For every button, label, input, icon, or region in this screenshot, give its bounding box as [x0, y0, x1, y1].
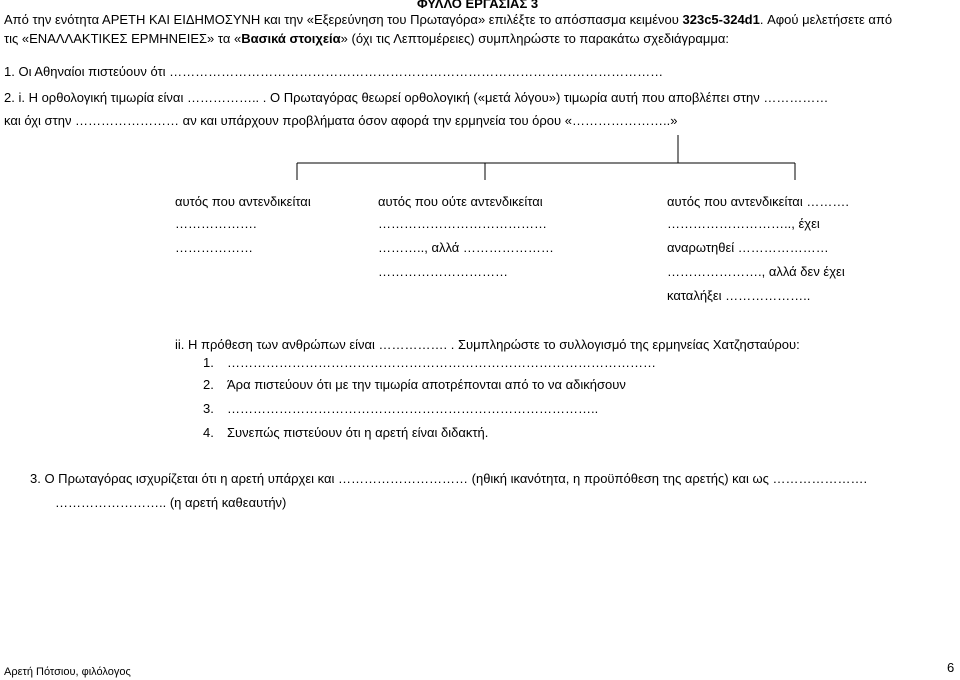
worksheet-title: ΦΥΛΛΟ ΕΡΓΑΣΙΑΣ 3: [417, 0, 539, 11]
diagram-col3-heading: αυτός που αντενδικείται ……….: [667, 194, 849, 209]
syllogism-num: 2.: [203, 377, 214, 392]
question-2-line-1: 2. i. Η ορθολογική τιμωρία είναι …………….. . Ο Πρωταγόρας θεωρεί ορθολογική («μετά λόγου») τιμωρία αυτή που αποβλέπει στην ……………: [4, 90, 829, 105]
diagram-col2-heading: αυτός που ούτε αντενδικείται: [378, 194, 543, 209]
question-1: 1. Οι Αθηναίοι πιστεύουν ότι ……………………………………………………………………………………………………: [4, 64, 664, 79]
diagram-col3-line: ……………………….., έχει: [667, 216, 820, 231]
diagram-col2-line: …………………………………: [378, 216, 547, 231]
diagram-col3-line: καταλήξει ………………..: [667, 288, 811, 303]
diagram-col1-line: ……………….: [175, 216, 257, 231]
diagram-col3-line: αναρωτηθεί …………………: [667, 240, 829, 255]
footer-author: Αρετή Πότσιου, φιλόλογος: [4, 666, 131, 678]
diagram-col1-heading: αυτός που αντενδικείται: [175, 194, 311, 209]
question-3-line-2: …………………….. (η αρετή καθεαυτήν): [55, 495, 287, 510]
question-3-line-1: 3. Ο Πρωταγόρας ισχυρίζεται ότι η αρετή υπάρχει και ………………………… (ηθική ικανότητα, η προϋπόθεση της αρετής) και ως ………………….: [30, 471, 868, 486]
syllogism-text: Συνεπώς πιστεύουν ότι η αρετή είναι διδακτή.: [227, 425, 489, 440]
syllogism-text: …………………………………………………………………………..: [227, 401, 599, 416]
syllogism-num: 3.: [203, 401, 214, 416]
diagram-col3-line: …………………., αλλά δεν έχει: [667, 264, 845, 279]
text-reference: 323c5-324d1: [682, 12, 760, 27]
syllogism-num: 4.: [203, 425, 214, 440]
intro-text: Από την ενότητα ΑΡΕΤΗ ΚΑΙ ΕΙΔΗΜΟΣΥΝΗ και την «Εξερεύνηση του Πρωταγόρα» επιλέξτε το απόσπασμα κειμένου: [4, 12, 683, 27]
page-number: 6: [947, 660, 955, 675]
intro-text: » (όχι τις Λεπτομέρειες) συμπληρώστε το παρακάτω σχεδιάγραμμα:: [340, 31, 730, 46]
question-2-line-2: και όχι στην …………………… αν και υπάρχουν προβλήματα όσον αφορά την ερμηνεία του όρου «…………………..»: [4, 113, 678, 128]
diagram-col2-line: ……….., αλλά …………………: [378, 240, 554, 255]
intro-text: . Αφού μελετήσετε από: [759, 12, 893, 27]
syllogism-num: 1.: [203, 355, 214, 370]
question-2ii: ii. Η πρόθεση των ανθρώπων είναι ……………. . Συμπληρώστε το συλλογισμό της ερμηνείας Χατζησταύρου:: [175, 337, 800, 352]
diagram-col1-line: ………………: [175, 240, 253, 255]
basic-elements-label: Βασικά στοιχεία: [241, 31, 341, 46]
syllogism-text: ………………………………………………………………………………………: [227, 355, 656, 370]
diagram-col2-line: …………………………: [378, 264, 508, 279]
intro-text: τις «ΕΝΑΛΛΑΚΤΙΚΕΣ ΕΡΜΗΝΕΙΕΣ» τα «: [4, 31, 242, 46]
syllogism-text: Άρα πιστεύουν ότι με την τιμωρία αποτρέπονται από το να αδικήσουν: [227, 377, 626, 392]
